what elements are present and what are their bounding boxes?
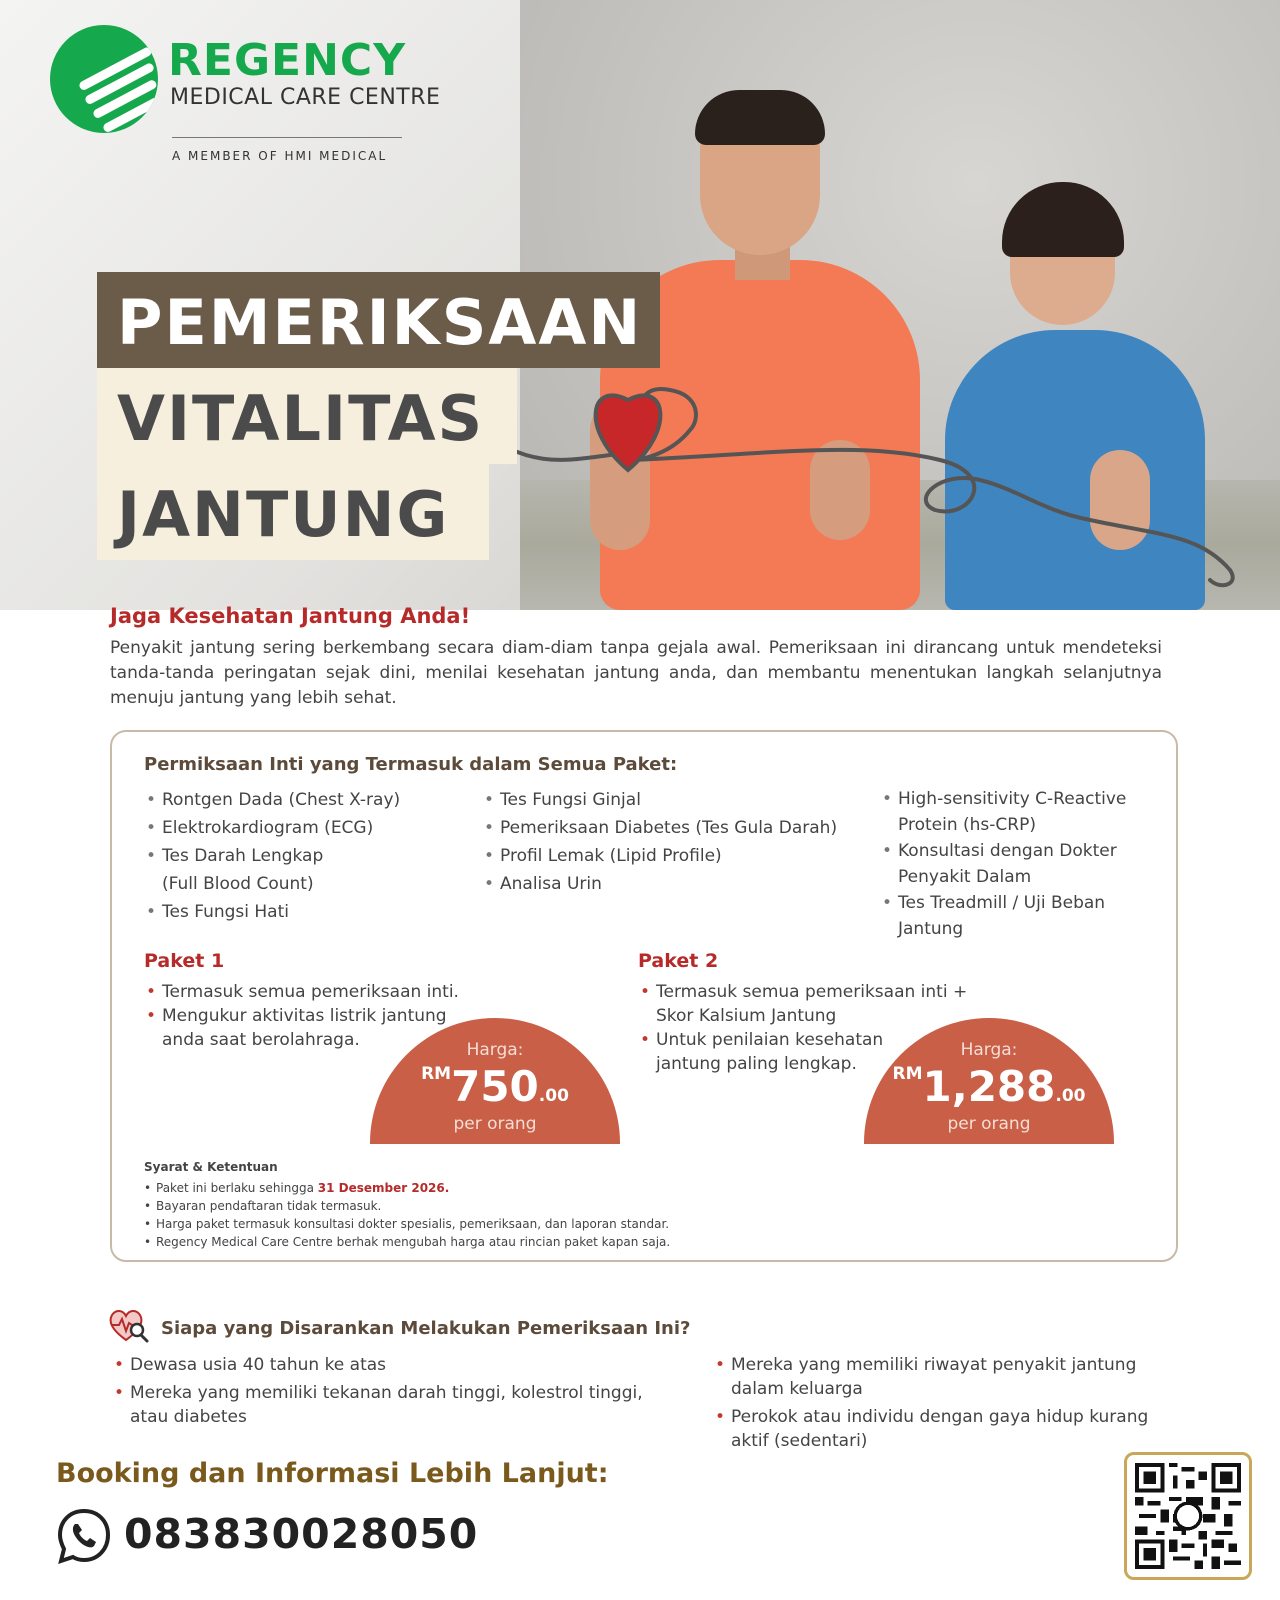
package-box <box>110 730 1178 1262</box>
terms-item: • Harga paket termasuk konsultasi dokter spesialis, pemeriksaan, dan laporan standar. <box>144 1215 670 1233</box>
intro-title: Jaga Kesehatan Jantung Anda! <box>110 604 471 628</box>
price-label: Harga: <box>466 1040 524 1060</box>
title-line-1 <box>97 272 660 368</box>
price-amount <box>864 1062 1114 1111</box>
hero-banner <box>0 0 1280 610</box>
list-item: Skor Kalsium Jantung <box>656 1006 837 1026</box>
price-currency: RM <box>892 1064 923 1084</box>
list-item: • Mereka yang memiliki riwayat penyakit jantung dalam keluarga <box>713 1353 1173 1401</box>
list-item: • Konsultasi dengan Dokter <box>880 838 1126 864</box>
who-list-right <box>713 1353 1173 1457</box>
list-item: (Full Blood Count) <box>162 874 314 894</box>
list-item: • Elektrokardiogram (ECG) <box>144 814 400 842</box>
list-item: • Tes Fungsi Ginjal <box>482 786 837 814</box>
list-item: jantung paling lengkap. <box>656 1054 857 1074</box>
intro-text: Penyakit jantung sering berkembang secara diam-diam tanpa gejala awal. Pemeriksaan ini dirancang untuk mendeteksi tanda-tanda peringatan sejak dini, menilai kesehatan jantung anda, dan membantu menentukan langkah selanjutnya menuju jantung yang lebih sehat. <box>110 638 1162 708</box>
package-2-title: Paket 2 <box>638 950 719 972</box>
title-line-2 <box>97 368 517 464</box>
list-item: • Profil Lemak (Lipid Profile) <box>482 842 837 870</box>
logo-divider <box>172 137 402 138</box>
price-value: 750 <box>451 1062 539 1111</box>
terms-item: • Bayaran pendaftaran tidak termasuk. <box>144 1197 670 1215</box>
price-amount <box>370 1062 620 1111</box>
price-value: 1,288 <box>922 1062 1056 1111</box>
list-item: Protein (hs-CRP) <box>898 815 1036 835</box>
list-item: • Mereka yang memiliki tekanan darah tinggi, kolestrol tinggi, atau diabetes <box>112 1381 682 1429</box>
title-text-3: JANTUNG <box>117 478 450 551</box>
who-title: Siapa yang Disarankan Melakukan Pemeriksaan Ini? <box>161 1318 691 1339</box>
qr-code-icon[interactable] <box>1124 1452 1252 1580</box>
brand-subtitle: MEDICAL CARE CENTRE <box>170 85 441 110</box>
regency-logo <box>50 25 470 175</box>
list-item: • Rontgen Dada (Chest X-ray) <box>144 786 400 814</box>
heart-search-icon <box>108 1308 150 1344</box>
who-list-left <box>112 1353 682 1433</box>
core-exams-column-2 <box>482 786 837 898</box>
list-item: • Tes Darah Lengkap <box>144 842 400 870</box>
qr-code <box>1135 1463 1241 1569</box>
whatsapp-icon <box>56 1507 112 1565</box>
price-currency: RM <box>421 1064 452 1084</box>
list-item: • Tes Treadmill / Uji Beban <box>880 890 1126 916</box>
title-line-3 <box>97 464 489 560</box>
list-item: • Analisa Urin <box>482 870 837 898</box>
booking-title: Booking dan Informasi Lebih Lanjut: <box>56 1458 609 1489</box>
price-per: per orang <box>947 1114 1031 1134</box>
list-item: Penyakit Dalam <box>898 867 1032 887</box>
title-text-2: VITALITAS <box>117 382 485 455</box>
price-label: Harga: <box>960 1040 1018 1060</box>
brand-name: REGENCY <box>168 35 407 86</box>
terms-item: • Regency Medical Care Centre berhak mengubah harga atau rincian paket kapan saja. <box>144 1233 670 1251</box>
list-item: anda saat berolahraga. <box>162 1030 360 1050</box>
man-runner-hair <box>695 90 825 145</box>
core-exams-title: Permiksaan Inti yang Termasuk dalam Semua Paket: <box>144 754 678 775</box>
core-exams-column-3 <box>880 786 1126 942</box>
terms-date: 31 Desember 2026 <box>317 1181 445 1195</box>
price-per: per orang <box>453 1114 537 1134</box>
terms-list <box>144 1179 670 1251</box>
list-item: • High-sensitivity C-Reactive <box>880 786 1126 812</box>
title-text-1: PEMERIKSAAN <box>117 286 643 359</box>
booking-phone[interactable]: 083830028050 <box>124 1510 479 1558</box>
list-item: • Mengukur aktivitas listrik jantung <box>144 1004 459 1028</box>
price-decimals: .00 <box>538 1086 569 1106</box>
list-item: • Tes Fungsi Hati <box>144 898 400 926</box>
terms-item: • Paket ini berlaku sehingga 31 Desember 2026. <box>144 1179 670 1197</box>
list-item: • Termasuk semua pemeriksaan inti + <box>638 980 967 1004</box>
list-item: • Untuk penilaian kesehatan <box>638 1028 967 1052</box>
heart-line-icon <box>440 360 1260 600</box>
price-decimals: .00 <box>1055 1086 1086 1106</box>
package-1-title: Paket 1 <box>144 950 225 972</box>
regency-logo-mark-icon <box>50 25 158 133</box>
terms-title: Syarat & Ketentuan <box>144 1160 278 1174</box>
list-item: • Perokok atau individu dengan gaya hidup kurang aktif (sedentari) <box>713 1405 1173 1453</box>
brand-member-text: A MEMBER OF HMI MEDICAL <box>172 149 388 163</box>
list-item: • Dewasa usia 40 tahun ke atas <box>112 1353 682 1377</box>
core-exams-column-1 <box>144 786 400 926</box>
list-item: • Pemeriksaan Diabetes (Tes Gula Darah) <box>482 814 837 842</box>
list-item: • Termasuk semua pemeriksaan inti. <box>144 980 459 1004</box>
list-item: Jantung <box>898 919 964 939</box>
